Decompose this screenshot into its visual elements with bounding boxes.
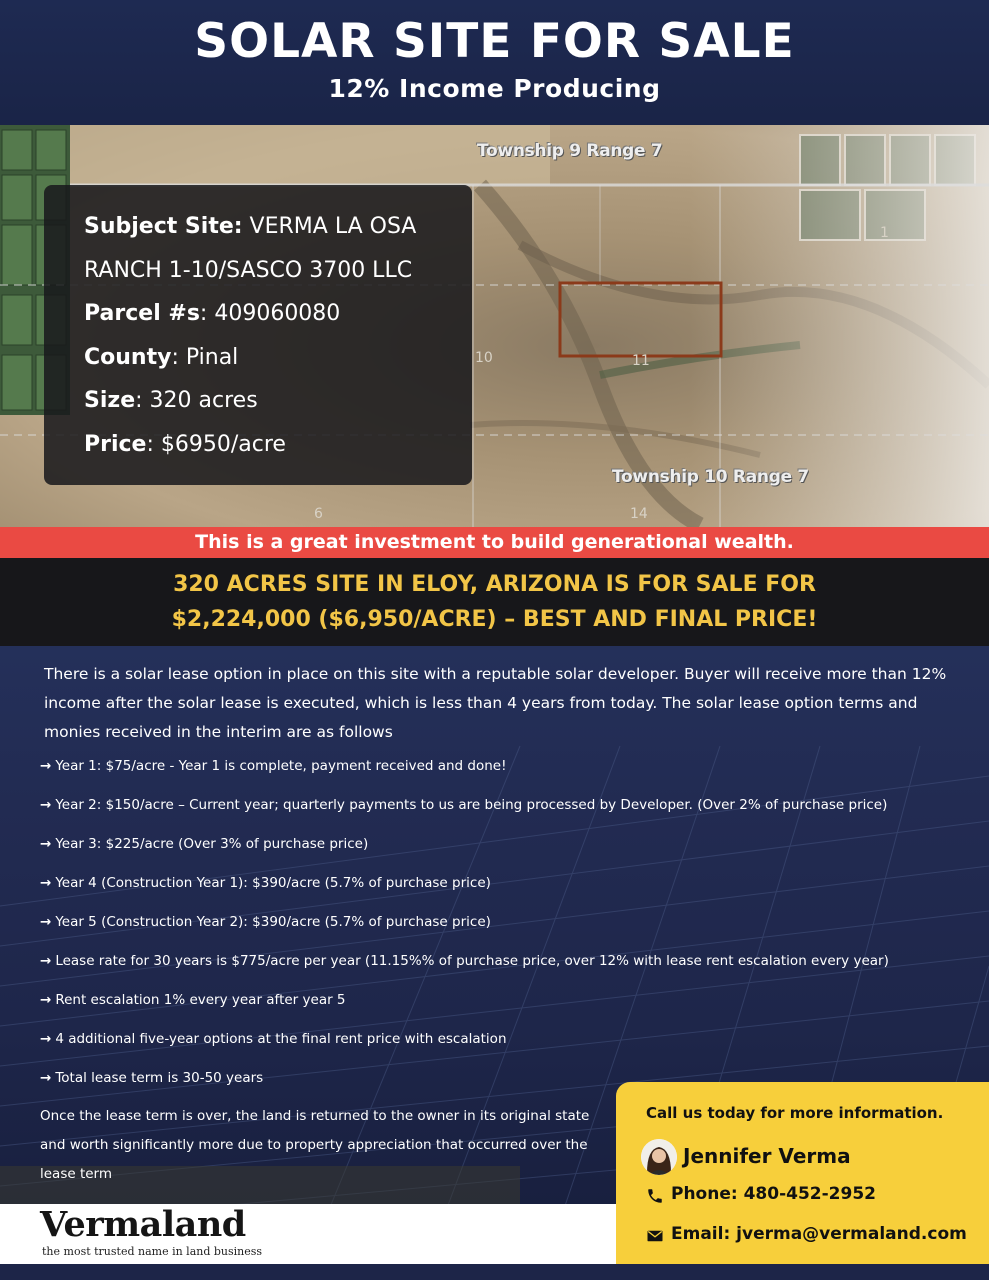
aerial-map — [0, 125, 989, 527]
email-icon — [646, 1227, 664, 1245]
size-row: Size: 320 acres — [84, 388, 258, 413]
lease-term-item: → 4 additional five-year options at the final rent price with escalation — [40, 1031, 507, 1047]
arrow-right-icon: → — [40, 914, 52, 930]
section-number: 6 — [314, 506, 323, 522]
map-label-township-9: Township 9 Range 7 — [477, 141, 663, 161]
site-info-card — [44, 185, 472, 485]
arrow-right-icon: → — [40, 758, 52, 774]
price-row: Price: $6950/acre — [84, 431, 286, 457]
arrow-right-icon: → — [40, 1070, 52, 1086]
contact-email[interactable]: Email: jverma@vermaland.com — [671, 1224, 967, 1244]
section-number: 10 — [475, 350, 493, 366]
arrow-right-icon: → — [40, 797, 52, 813]
intro-paragraph: There is a solar lease option in place on this site with a reputable solar developer. Buyer will receive more than 12% income after the solar lease is executed, which is less than 4 years from today. The solar lease option terms and monies received in the interim are as follows — [44, 665, 947, 741]
lease-term-item: → Lease rate for 30 years is $775/acre per year (11.15%% of purchase price, over 12% with lease rent escalation every year) — [40, 953, 889, 969]
contact-phone[interactable]: Phone: 480-452-2952 — [671, 1184, 876, 1204]
arrow-right-icon: → — [40, 992, 52, 1008]
lease-term-item: → Year 3: $225/acre (Over 3% of purchase price) — [40, 836, 369, 852]
contact-card — [616, 1082, 989, 1264]
lease-term-item: → Year 4 (Construction Year 1): $390/acre (5.7% of purchase price) — [40, 875, 491, 891]
arrow-right-icon: → — [40, 1031, 52, 1047]
brand-logo: Vermaland — [40, 1204, 246, 1245]
parcel-row: Parcel #s: 409060080 — [84, 301, 341, 326]
header — [0, 0, 989, 125]
arrow-right-icon: → — [40, 836, 52, 852]
price-banner-line-2: $2,224,000 ($6,950/ACRE) – BEST AND FINAL PRICE! — [171, 607, 818, 632]
logo-strip — [0, 1204, 616, 1264]
phone-icon — [646, 1187, 664, 1205]
lease-term-item: → Year 5 (Construction Year 2): $390/acre (5.7% of purchase price) — [40, 914, 491, 930]
contact-name: Jennifer Verma — [683, 1144, 851, 1168]
avatar — [641, 1139, 677, 1175]
lease-terms-list — [40, 752, 970, 1103]
lease-term-item: → Year 1: $75/acre - Year 1 is complete, payment received and done! — [40, 758, 507, 774]
page-subtitle: 12% Income Producing — [328, 74, 661, 103]
bottom-bar — [0, 1264, 989, 1280]
brand-tagline: the most trusted name in land business — [42, 1245, 263, 1258]
arrow-right-icon: → — [40, 953, 52, 969]
closing-paragraph: Once the lease term is over, the land is returned to the owner in its original state and worth significantly more due to property appreciation that occurred over the lease term — [40, 1108, 590, 1182]
price-banner-line-1: 320 ACRES SITE IN ELOY, ARIZONA IS FOR SALE FOR — [173, 572, 816, 597]
tagline-banner: This is a great investment to build generational wealth. — [0, 527, 989, 558]
county-row: County: Pinal — [84, 344, 239, 370]
section-number: 14 — [630, 506, 648, 522]
price-banner — [0, 558, 989, 646]
lease-term-item: → Rent escalation 1% every year after year 5 — [40, 992, 346, 1008]
section-number: 1 — [880, 225, 889, 241]
contact-heading: Call us today for more information. — [646, 1104, 944, 1122]
page-title: SOLAR SITE FOR SALE — [194, 14, 795, 69]
subject-site-row: Subject Site: VERMA LA OSA — [84, 214, 417, 239]
arrow-right-icon: → — [40, 875, 52, 891]
lease-term-item: → Year 2: $150/acre – Current year; quarterly payments to us are being processed by Developer. (Over 2% of purchase price) — [40, 797, 888, 813]
section-number: 11 — [632, 353, 650, 369]
map-label-township-10: Township 10 Range 7 — [612, 467, 809, 487]
lease-term-item: → Total lease term is 30-50 years — [40, 1070, 264, 1086]
subject-site-row-cont: RANCH 1-10/SASCO 3700 LLC — [84, 257, 413, 283]
